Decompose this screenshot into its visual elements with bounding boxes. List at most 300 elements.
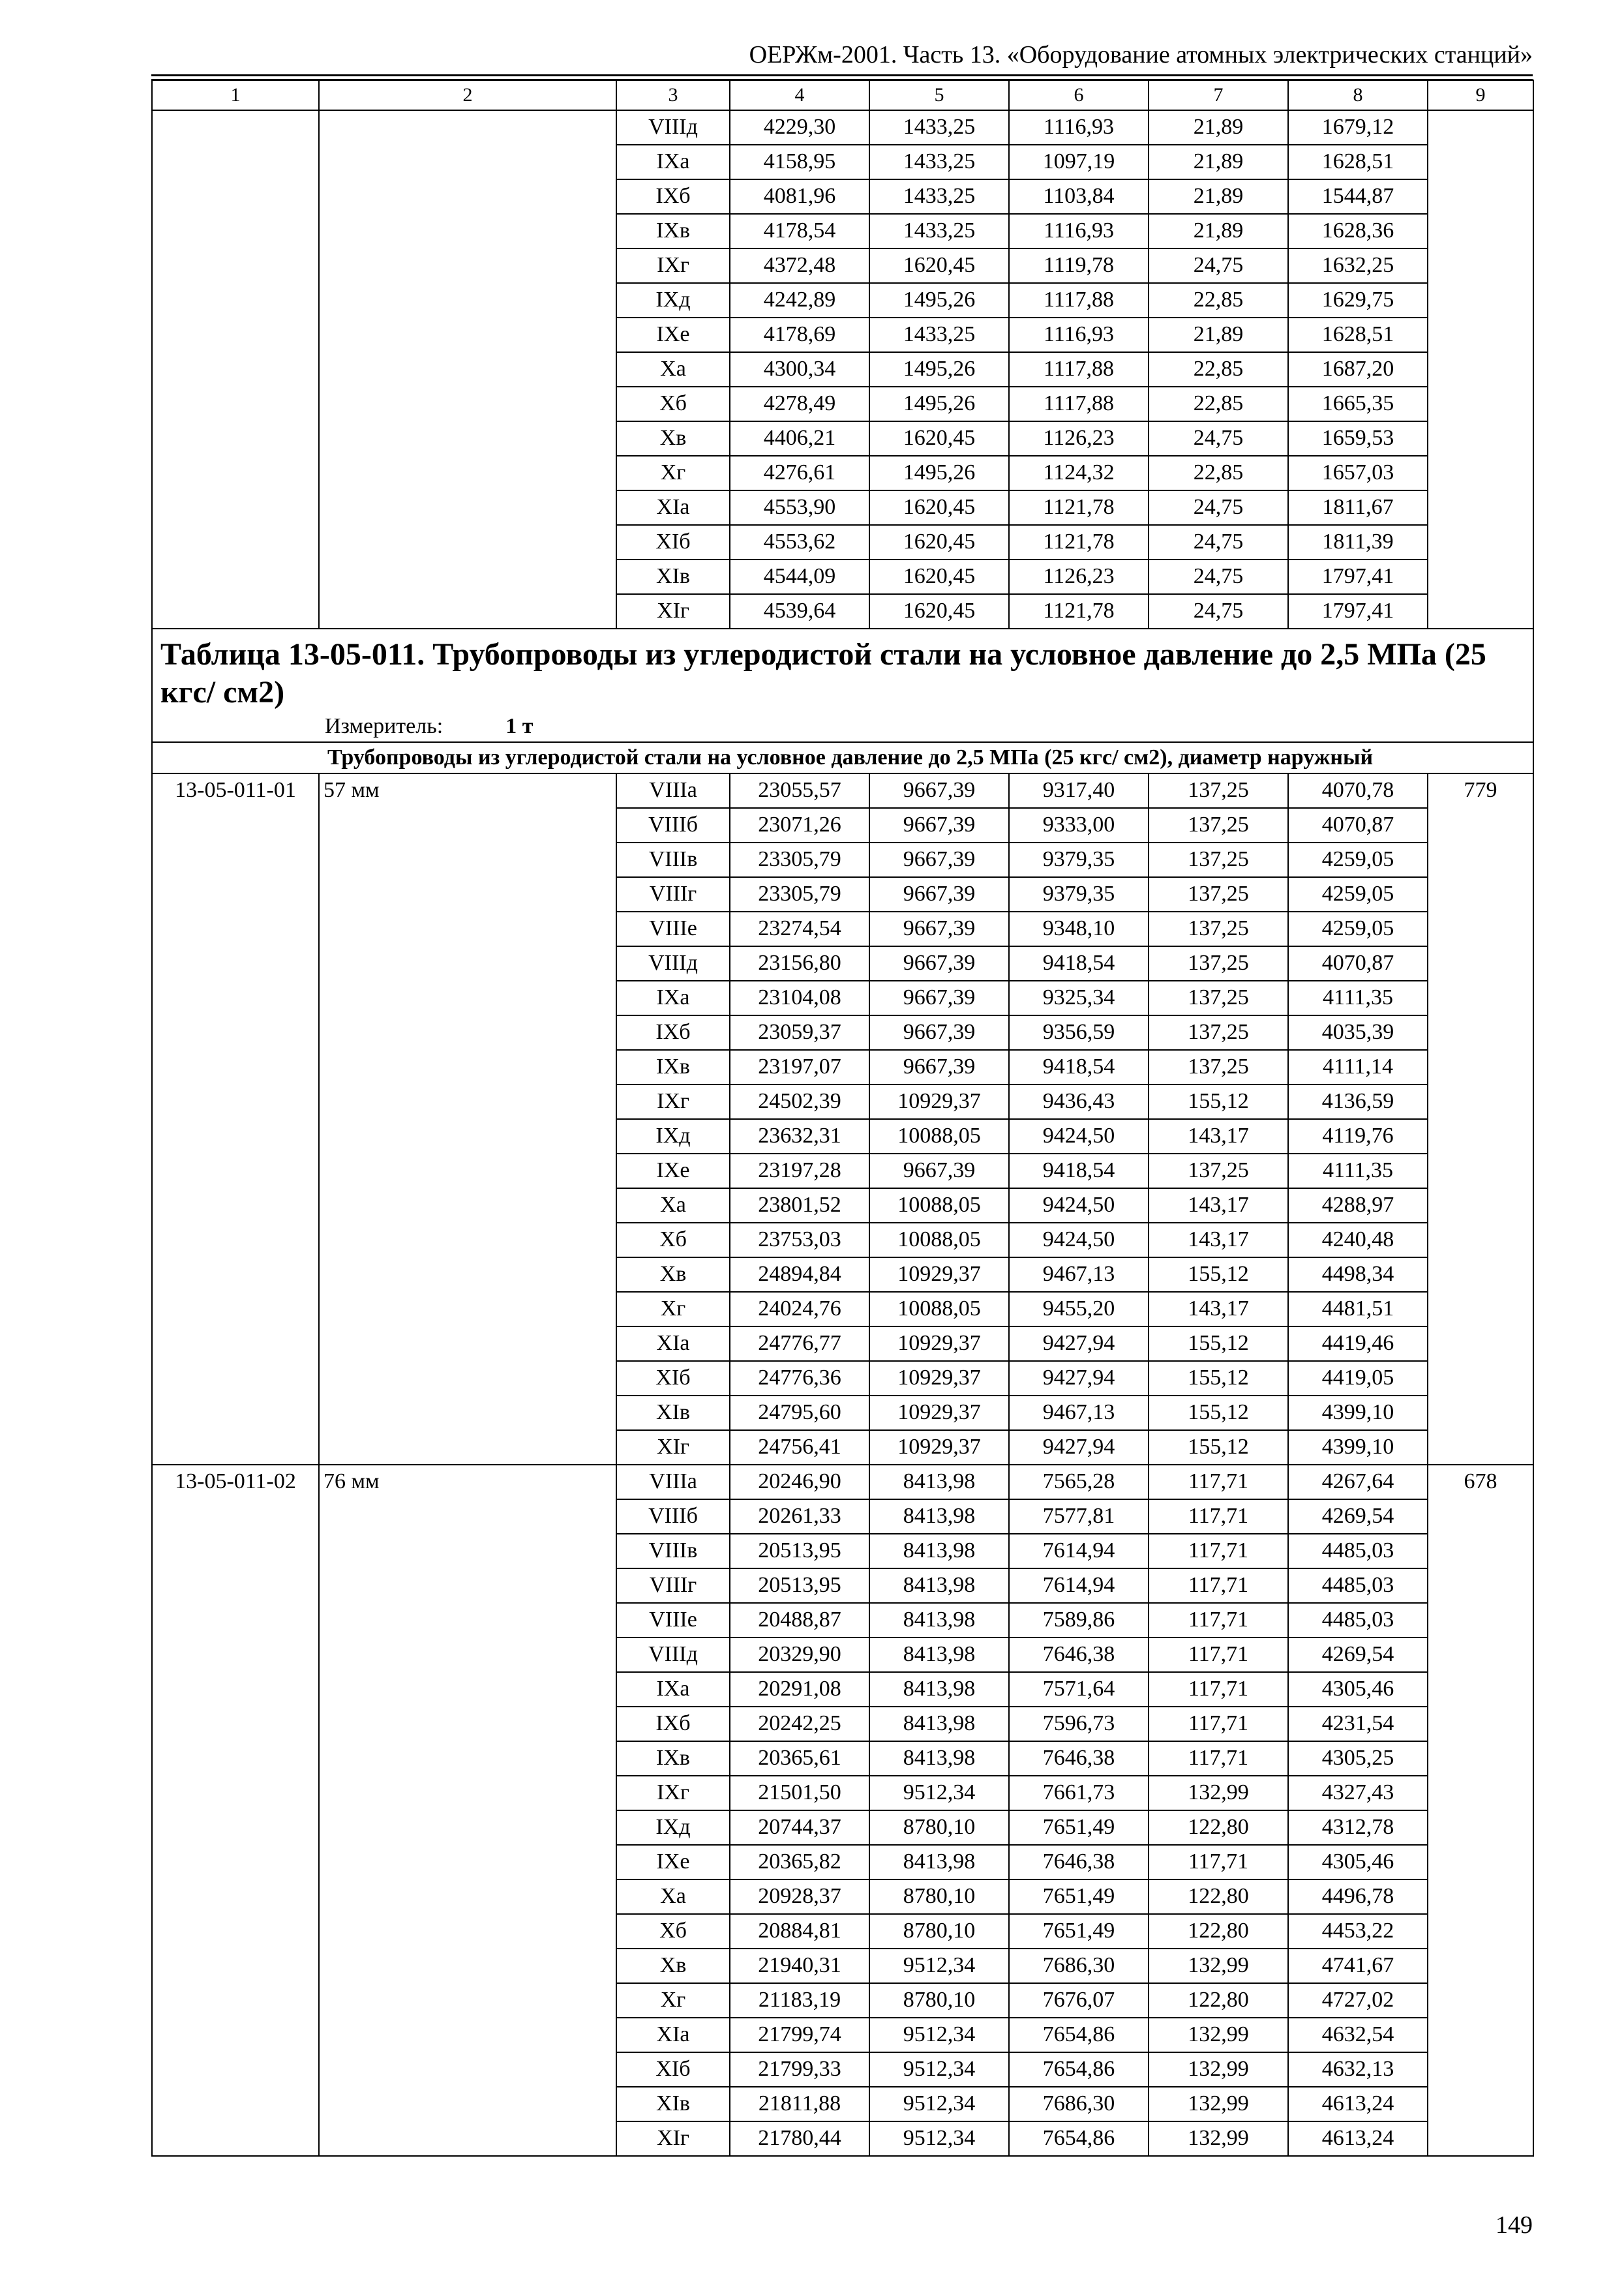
value-cell: 9424,50 xyxy=(1009,1188,1149,1223)
zone-cell: XIв xyxy=(616,2087,730,2121)
value-cell: 1620,45 xyxy=(869,248,1009,283)
zone-cell: Xв xyxy=(616,1257,730,1292)
value-cell: 132,99 xyxy=(1149,1949,1288,1983)
value-cell: 137,25 xyxy=(1149,946,1288,981)
value-cell: 4276,61 xyxy=(730,456,869,490)
value-cell: 1117,88 xyxy=(1009,352,1149,387)
column-number: 6 xyxy=(1009,80,1149,110)
value-cell: 1126,23 xyxy=(1009,560,1149,594)
value-cell: 8413,98 xyxy=(869,1672,1009,1707)
value-cell: 24795,60 xyxy=(730,1396,869,1430)
code-cell xyxy=(152,490,319,525)
value-cell: 4070,78 xyxy=(1288,773,1428,808)
value-cell: 1433,25 xyxy=(869,318,1009,352)
value-cell: 21501,50 xyxy=(730,1776,869,1810)
col9-cell xyxy=(1428,421,1533,456)
name-cell xyxy=(319,179,616,214)
col9-cell xyxy=(1428,525,1533,560)
value-cell: 10929,37 xyxy=(869,1361,1009,1396)
value-cell: 4741,67 xyxy=(1288,1949,1428,1983)
value-cell: 143,17 xyxy=(1149,1223,1288,1257)
zone-cell: Xа xyxy=(616,352,730,387)
value-cell: 20291,08 xyxy=(730,1672,869,1707)
header-rule xyxy=(151,74,1533,80)
value-cell: 143,17 xyxy=(1149,1292,1288,1326)
measure-cell xyxy=(152,711,1533,742)
value-cell: 137,25 xyxy=(1149,912,1288,946)
value-cell: 4231,54 xyxy=(1288,1707,1428,1741)
value-cell: 23801,52 xyxy=(730,1188,869,1223)
code-cell: 13-05-011-01 xyxy=(152,773,319,1465)
value-cell: 9512,34 xyxy=(869,1776,1009,1810)
value-cell: 8413,98 xyxy=(869,1499,1009,1534)
table-title: Таблица 13-05-011. Трубопроводы из углеродистой стали на условное давление до 2,5 МПа (25 кгс/ см2) xyxy=(152,629,1533,711)
value-cell: 1495,26 xyxy=(869,352,1009,387)
zone-cell: Xг xyxy=(616,456,730,490)
value-cell: 21799,33 xyxy=(730,2052,869,2087)
value-cell: 122,80 xyxy=(1149,1914,1288,1949)
value-cell: 20329,90 xyxy=(730,1638,869,1672)
value-cell: 23305,79 xyxy=(730,877,869,912)
table-row xyxy=(152,179,1533,214)
zone-cell: XIв xyxy=(616,1396,730,1430)
value-cell: 20365,82 xyxy=(730,1845,869,1879)
value-cell: 117,71 xyxy=(1149,1845,1288,1879)
name-cell xyxy=(319,248,616,283)
value-cell: 117,71 xyxy=(1149,1707,1288,1741)
value-cell: 21,89 xyxy=(1149,318,1288,352)
name-cell xyxy=(319,490,616,525)
value-cell: 4312,78 xyxy=(1288,1810,1428,1845)
value-cell: 10929,37 xyxy=(869,1085,1009,1119)
page-header: ОЕРЖм-2001. Часть 13. «Оборудование атомных электрических станций» xyxy=(749,41,1533,68)
value-cell: 117,71 xyxy=(1149,1672,1288,1707)
zone-cell: IXа xyxy=(616,981,730,1015)
value-cell: 155,12 xyxy=(1149,1326,1288,1361)
value-cell: 7661,73 xyxy=(1009,1776,1149,1810)
value-cell: 9418,54 xyxy=(1009,1154,1149,1188)
value-cell: 7686,30 xyxy=(1009,1949,1149,1983)
value-cell: 9325,34 xyxy=(1009,981,1149,1015)
zone-cell: IXд xyxy=(616,1810,730,1845)
zone-cell: IXв xyxy=(616,1741,730,1776)
value-cell: 117,71 xyxy=(1149,1638,1288,1672)
table-row xyxy=(152,214,1533,248)
zone-cell: IXа xyxy=(616,1672,730,1707)
column-number: 9 xyxy=(1428,80,1533,110)
value-cell: 4158,95 xyxy=(730,145,869,179)
table-row xyxy=(152,318,1533,352)
zone-cell: XIг xyxy=(616,2121,730,2156)
value-cell: 22,85 xyxy=(1149,352,1288,387)
value-cell: 22,85 xyxy=(1149,283,1288,318)
value-cell: 1797,41 xyxy=(1288,594,1428,629)
value-cell: 117,71 xyxy=(1149,1465,1288,1499)
value-cell: 4240,48 xyxy=(1288,1223,1428,1257)
code-cell xyxy=(152,594,319,629)
table-row xyxy=(152,560,1533,594)
column-number: 8 xyxy=(1288,80,1428,110)
value-cell: 4035,39 xyxy=(1288,1015,1428,1050)
name-cell xyxy=(319,352,616,387)
value-cell: 9667,39 xyxy=(869,773,1009,808)
value-cell: 122,80 xyxy=(1149,1879,1288,1914)
value-cell: 23156,80 xyxy=(730,946,869,981)
value-cell: 122,80 xyxy=(1149,1983,1288,2018)
value-cell: 117,71 xyxy=(1149,1534,1288,1568)
table-row xyxy=(152,145,1533,179)
value-cell: 9418,54 xyxy=(1009,946,1149,981)
zone-cell: VIIIа xyxy=(616,773,730,808)
zone-cell: XIб xyxy=(616,2052,730,2087)
value-cell: 137,25 xyxy=(1149,981,1288,1015)
value-cell: 155,12 xyxy=(1149,1430,1288,1465)
value-cell: 1116,93 xyxy=(1009,110,1149,145)
value-cell: 132,99 xyxy=(1149,2087,1288,2121)
col9-cell xyxy=(1428,387,1533,421)
value-cell: 4242,89 xyxy=(730,283,869,318)
value-cell: 117,71 xyxy=(1149,1499,1288,1534)
value-cell: 9512,34 xyxy=(869,2052,1009,2087)
value-cell: 24,75 xyxy=(1149,421,1288,456)
zone-cell: XIа xyxy=(616,2018,730,2052)
value-cell: 4111,14 xyxy=(1288,1050,1428,1085)
value-cell: 24502,39 xyxy=(730,1085,869,1119)
code-cell xyxy=(152,421,319,456)
zone-cell: XIв xyxy=(616,560,730,594)
col9-cell xyxy=(1428,318,1533,352)
value-cell: 20488,87 xyxy=(730,1603,869,1638)
value-cell: 4111,35 xyxy=(1288,1154,1428,1188)
zone-cell: IXв xyxy=(616,214,730,248)
value-cell: 8780,10 xyxy=(869,1879,1009,1914)
name-cell: 76 мм xyxy=(319,1465,616,2156)
value-cell: 9424,50 xyxy=(1009,1119,1149,1154)
name-cell xyxy=(319,387,616,421)
value-cell: 117,71 xyxy=(1149,1603,1288,1638)
column-number: 1 xyxy=(152,80,319,110)
value-cell: 1679,12 xyxy=(1288,110,1428,145)
zone-cell: VIIIб xyxy=(616,808,730,843)
value-cell: 7651,49 xyxy=(1009,1914,1149,1949)
table-row xyxy=(152,773,1533,808)
code-cell xyxy=(152,387,319,421)
value-cell: 20261,33 xyxy=(730,1499,869,1534)
value-cell: 4305,25 xyxy=(1288,1741,1428,1776)
zone-cell: VIIIе xyxy=(616,1603,730,1638)
value-cell: 4372,48 xyxy=(730,248,869,283)
zone-cell: Xв xyxy=(616,1949,730,1983)
code-cell xyxy=(152,248,319,283)
value-cell: 7614,94 xyxy=(1009,1534,1149,1568)
value-cell: 4453,22 xyxy=(1288,1914,1428,1949)
value-cell: 1620,45 xyxy=(869,594,1009,629)
value-cell: 24024,76 xyxy=(730,1292,869,1326)
zone-cell: IXе xyxy=(616,1154,730,1188)
zone-cell: XIб xyxy=(616,1361,730,1396)
name-cell: 57 мм xyxy=(319,773,616,1465)
name-cell xyxy=(319,110,616,145)
value-cell: 137,25 xyxy=(1149,877,1288,912)
section-subtitle-row xyxy=(152,742,1533,773)
code-cell xyxy=(152,283,319,318)
name-cell xyxy=(319,594,616,629)
value-cell: 4632,54 xyxy=(1288,2018,1428,2052)
value-cell: 137,25 xyxy=(1149,808,1288,843)
value-cell: 1811,67 xyxy=(1288,490,1428,525)
zone-cell: VIIIд xyxy=(616,946,730,981)
value-cell: 137,25 xyxy=(1149,1050,1288,1085)
value-cell: 4259,05 xyxy=(1288,912,1428,946)
value-cell: 4178,54 xyxy=(730,214,869,248)
value-cell: 143,17 xyxy=(1149,1188,1288,1223)
zone-cell: VIIIб xyxy=(616,1499,730,1534)
code-cell xyxy=(152,318,319,352)
value-cell: 4269,54 xyxy=(1288,1638,1428,1672)
value-cell: 1495,26 xyxy=(869,456,1009,490)
value-cell: 4553,90 xyxy=(730,490,869,525)
value-cell: 1121,78 xyxy=(1009,490,1149,525)
section-subtitle: Трубопроводы из углеродистой стали на условное давление до 2,5 МПа (25 кгс/ см2), диаметр наружный xyxy=(152,742,1533,773)
value-cell: 9667,39 xyxy=(869,1050,1009,1085)
value-cell: 1116,93 xyxy=(1009,214,1149,248)
value-cell: 1687,20 xyxy=(1288,352,1428,387)
value-cell: 22,85 xyxy=(1149,456,1288,490)
value-cell: 1811,39 xyxy=(1288,525,1428,560)
value-cell: 4406,21 xyxy=(730,421,869,456)
value-cell: 1628,51 xyxy=(1288,145,1428,179)
value-cell: 23197,28 xyxy=(730,1154,869,1188)
measure-row xyxy=(152,711,1533,742)
zone-cell: IXб xyxy=(616,1015,730,1050)
value-cell: 1433,25 xyxy=(869,110,1009,145)
value-cell: 4070,87 xyxy=(1288,946,1428,981)
value-cell: 1620,45 xyxy=(869,421,1009,456)
value-cell: 4553,62 xyxy=(730,525,869,560)
value-cell: 9356,59 xyxy=(1009,1015,1149,1050)
name-cell xyxy=(319,318,616,352)
value-cell: 4136,59 xyxy=(1288,1085,1428,1119)
measure-value: 1 т xyxy=(505,714,534,738)
value-cell: 9512,34 xyxy=(869,2018,1009,2052)
zone-cell: VIIIд xyxy=(616,110,730,145)
value-cell: 20884,81 xyxy=(730,1914,869,1949)
column-number: 5 xyxy=(869,80,1009,110)
value-cell: 132,99 xyxy=(1149,2052,1288,2087)
value-cell: 4613,24 xyxy=(1288,2087,1428,2121)
value-cell: 1657,03 xyxy=(1288,456,1428,490)
table-row xyxy=(152,421,1533,456)
value-cell: 4305,46 xyxy=(1288,1672,1428,1707)
value-cell: 4399,10 xyxy=(1288,1430,1428,1465)
value-cell: 9512,34 xyxy=(869,2087,1009,2121)
value-cell: 8413,98 xyxy=(869,1534,1009,1568)
value-cell: 24776,77 xyxy=(730,1326,869,1361)
value-cell: 9427,94 xyxy=(1009,1326,1149,1361)
value-cell: 8413,98 xyxy=(869,1568,1009,1603)
col9-cell xyxy=(1428,145,1533,179)
value-cell: 21799,74 xyxy=(730,2018,869,2052)
value-cell: 9667,39 xyxy=(869,946,1009,981)
value-cell: 7676,07 xyxy=(1009,1983,1149,2018)
value-cell: 4111,35 xyxy=(1288,981,1428,1015)
value-cell: 155,12 xyxy=(1149,1257,1288,1292)
value-cell: 21780,44 xyxy=(730,2121,869,2156)
value-cell: 155,12 xyxy=(1149,1361,1288,1396)
value-cell: 4070,87 xyxy=(1288,808,1428,843)
value-cell: 23104,08 xyxy=(730,981,869,1015)
value-cell: 23197,07 xyxy=(730,1050,869,1085)
value-cell: 7646,38 xyxy=(1009,1741,1149,1776)
value-cell: 4419,05 xyxy=(1288,1361,1428,1396)
col9-cell: 678 xyxy=(1428,1465,1533,2156)
zone-cell: IXг xyxy=(616,1085,730,1119)
value-cell: 4485,03 xyxy=(1288,1568,1428,1603)
value-cell: 7571,64 xyxy=(1009,1672,1149,1707)
value-cell: 1126,23 xyxy=(1009,421,1149,456)
value-cell: 4229,30 xyxy=(730,110,869,145)
code-cell: 13-05-011-02 xyxy=(152,1465,319,2156)
table-row xyxy=(152,352,1533,387)
code-cell xyxy=(152,110,319,145)
value-cell: 10929,37 xyxy=(869,1326,1009,1361)
value-cell: 4081,96 xyxy=(730,179,869,214)
value-cell: 1620,45 xyxy=(869,560,1009,594)
zone-cell: VIIIа xyxy=(616,1465,730,1499)
value-cell: 4481,51 xyxy=(1288,1292,1428,1326)
value-cell: 117,71 xyxy=(1149,1568,1288,1603)
column-number: 7 xyxy=(1149,80,1288,110)
value-cell: 8780,10 xyxy=(869,1914,1009,1949)
value-cell: 24,75 xyxy=(1149,594,1288,629)
zone-cell: IXд xyxy=(616,1119,730,1154)
col9-cell xyxy=(1428,248,1533,283)
value-cell: 9467,13 xyxy=(1009,1396,1149,1430)
value-cell: 7651,49 xyxy=(1009,1879,1149,1914)
value-cell: 155,12 xyxy=(1149,1085,1288,1119)
zone-cell: Xа xyxy=(616,1188,730,1223)
name-cell xyxy=(319,214,616,248)
value-cell: 4269,54 xyxy=(1288,1499,1428,1534)
value-cell: 132,99 xyxy=(1149,1776,1288,1810)
value-cell: 9667,39 xyxy=(869,912,1009,946)
zone-cell: IXг xyxy=(616,248,730,283)
table-row xyxy=(152,110,1533,145)
value-cell: 9379,35 xyxy=(1009,843,1149,877)
value-cell: 1124,32 xyxy=(1009,456,1149,490)
value-cell: 21,89 xyxy=(1149,110,1288,145)
value-cell: 23059,37 xyxy=(730,1015,869,1050)
value-cell: 23632,31 xyxy=(730,1119,869,1154)
zone-cell: Xг xyxy=(616,1983,730,2018)
value-cell: 9667,39 xyxy=(869,1154,1009,1188)
value-cell: 20928,37 xyxy=(730,1879,869,1914)
zone-cell: VIIIв xyxy=(616,1534,730,1568)
value-cell: 24,75 xyxy=(1149,525,1288,560)
value-cell: 10929,37 xyxy=(869,1430,1009,1465)
table-row xyxy=(152,1465,1533,1499)
value-cell: 132,99 xyxy=(1149,2018,1288,2052)
value-cell: 4485,03 xyxy=(1288,1603,1428,1638)
col9-cell xyxy=(1428,214,1533,248)
value-cell: 1121,78 xyxy=(1009,525,1149,560)
column-number: 2 xyxy=(319,80,616,110)
value-cell: 4259,05 xyxy=(1288,843,1428,877)
zone-cell: VIIIг xyxy=(616,1568,730,1603)
zone-cell: Xв xyxy=(616,421,730,456)
value-cell: 9667,39 xyxy=(869,981,1009,1015)
value-cell: 4288,97 xyxy=(1288,1188,1428,1223)
code-cell xyxy=(152,214,319,248)
value-cell: 117,71 xyxy=(1149,1741,1288,1776)
zone-cell: XIг xyxy=(616,594,730,629)
value-cell: 4259,05 xyxy=(1288,877,1428,912)
value-cell: 4300,34 xyxy=(730,352,869,387)
value-cell: 1495,26 xyxy=(869,283,1009,318)
value-cell: 21183,19 xyxy=(730,1983,869,2018)
value-cell: 1665,35 xyxy=(1288,387,1428,421)
value-cell: 1620,45 xyxy=(869,490,1009,525)
value-cell: 9379,35 xyxy=(1009,877,1149,912)
value-cell: 8413,98 xyxy=(869,1465,1009,1499)
col9-cell: 779 xyxy=(1428,773,1533,1465)
value-cell: 24,75 xyxy=(1149,248,1288,283)
value-cell: 8413,98 xyxy=(869,1603,1009,1638)
value-cell: 21811,88 xyxy=(730,2087,869,2121)
zone-cell: IXе xyxy=(616,1845,730,1879)
value-cell: 8780,10 xyxy=(869,1810,1009,1845)
value-cell: 1103,84 xyxy=(1009,179,1149,214)
value-cell: 10088,05 xyxy=(869,1119,1009,1154)
value-cell: 21940,31 xyxy=(730,1949,869,1983)
value-cell: 1544,87 xyxy=(1288,179,1428,214)
value-cell: 1797,41 xyxy=(1288,560,1428,594)
value-cell: 7651,49 xyxy=(1009,1810,1149,1845)
zone-cell: XIб xyxy=(616,525,730,560)
value-cell: 23305,79 xyxy=(730,843,869,877)
value-cell: 7596,73 xyxy=(1009,1707,1149,1741)
value-cell: 4327,43 xyxy=(1288,1776,1428,1810)
zone-cell: IXд xyxy=(616,283,730,318)
value-cell: 9667,39 xyxy=(869,843,1009,877)
code-cell xyxy=(152,560,319,594)
value-cell: 7565,28 xyxy=(1009,1465,1149,1499)
value-cell: 21,89 xyxy=(1149,145,1288,179)
value-cell: 1119,78 xyxy=(1009,248,1149,283)
value-cell: 9667,39 xyxy=(869,808,1009,843)
value-cell: 8413,98 xyxy=(869,1707,1009,1741)
value-cell: 1629,75 xyxy=(1288,283,1428,318)
value-cell: 137,25 xyxy=(1149,1015,1288,1050)
value-cell: 24756,41 xyxy=(730,1430,869,1465)
value-cell: 7589,86 xyxy=(1009,1603,1149,1638)
col9-cell xyxy=(1428,110,1533,145)
measure-label: Измеритель: xyxy=(325,714,444,738)
value-cell: 20513,95 xyxy=(730,1568,869,1603)
column-number-row xyxy=(152,80,1533,110)
value-cell: 20744,37 xyxy=(730,1810,869,1845)
value-cell: 1632,25 xyxy=(1288,248,1428,283)
value-cell: 1097,19 xyxy=(1009,145,1149,179)
col9-cell xyxy=(1428,490,1533,525)
table-row xyxy=(152,594,1533,629)
value-cell: 23753,03 xyxy=(730,1223,869,1257)
value-cell: 9348,10 xyxy=(1009,912,1149,946)
value-cell: 4119,76 xyxy=(1288,1119,1428,1154)
value-cell: 9424,50 xyxy=(1009,1223,1149,1257)
name-cell xyxy=(319,525,616,560)
zone-cell: IXг xyxy=(616,1776,730,1810)
